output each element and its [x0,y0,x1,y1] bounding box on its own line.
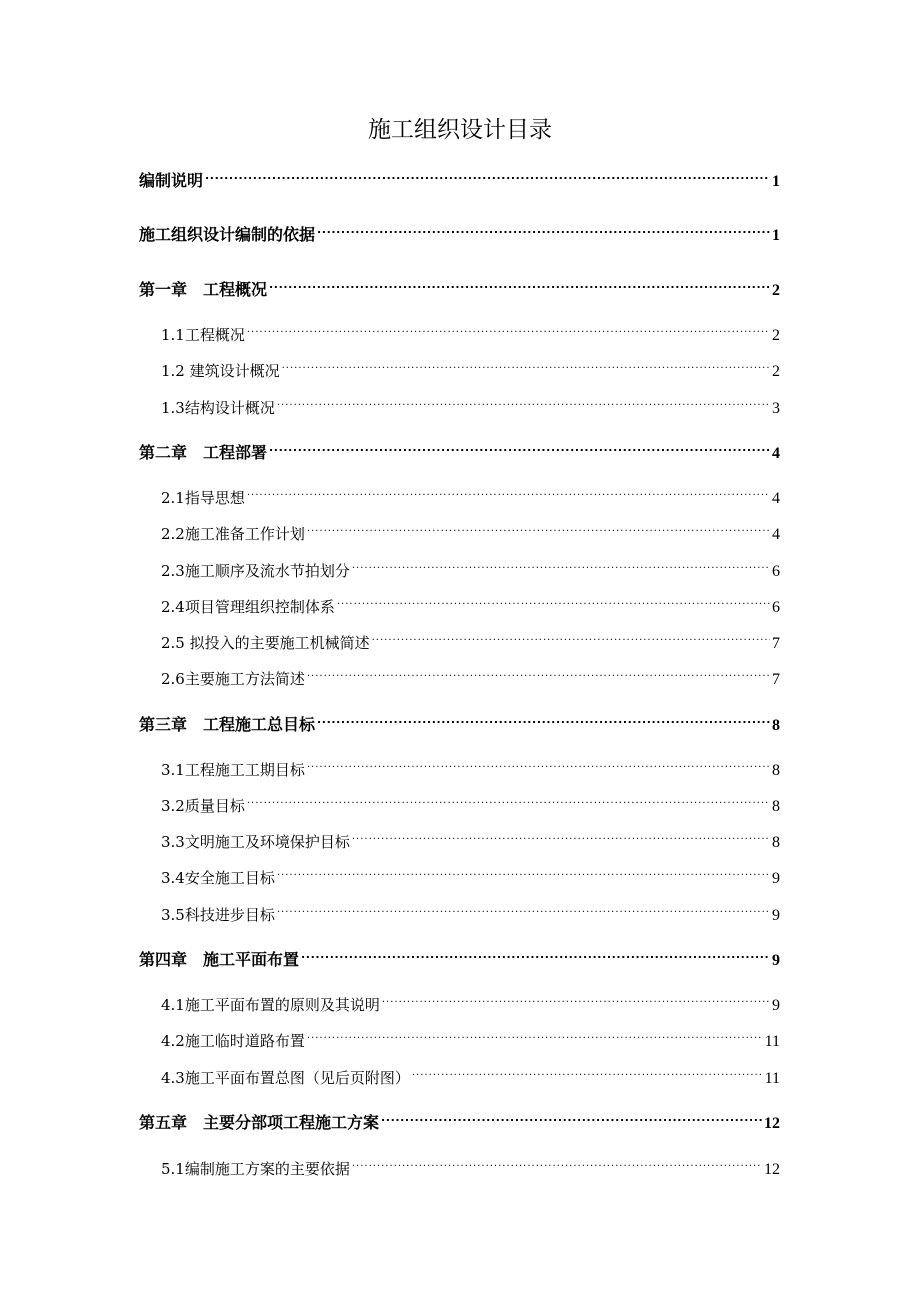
toc-entry-label: 4.1施工平面布置的原则及其说明 [161,996,380,1014]
toc-dot-leader [352,1150,762,1174]
toc-page-number: 8 [772,762,780,779]
toc-dot-leader [269,271,770,295]
toc-entry[interactable] [161,1059,780,1087]
toc-dot-leader [205,162,770,186]
toc-entry-label: 2.4项目管理组织控制体系 [161,598,335,616]
toc-entry[interactable] [139,434,780,462]
toc-page-number: 4 [772,490,780,507]
toc-dot-leader [307,751,770,775]
toc-entry-label: 2.1指导思想 [161,489,245,507]
toc-entry-label: 3.4安全施工目标 [161,869,275,887]
toc-entry[interactable] [161,660,780,688]
toc-page-number: 11 [764,1070,780,1087]
toc-page-number: 2 [772,363,780,380]
toc-page-number: 9 [772,997,780,1014]
toc-entry-label: 3.5科技进步目标 [161,906,275,924]
toc-entry-label: 1.3结构设计概况 [161,399,275,417]
toc-entry-label: 3.1工程施工工期目标 [161,761,305,779]
toc-entry-label: 2.6主要施工方法简述 [161,670,305,688]
toc-entry-label: 第四章 施工平面布置 [139,950,300,969]
toc-entry-label: 1.2 建筑设计概况 [161,362,280,380]
toc-entry[interactable] [161,588,780,616]
toc-dot-leader [412,1059,763,1083]
toc-entry-label: 2.3施工顺序及流水节拍划分 [161,562,350,580]
toc-page-number: 9 [772,907,780,924]
toc-entry[interactable] [139,271,780,299]
toc-entry-label: 第三章 工程施工总目标 [139,715,316,734]
toc-dot-leader [317,706,770,730]
toc-dot-leader [277,896,770,920]
toc-page-number: 4 [772,445,780,462]
toc-dot-leader [282,352,770,376]
toc-dot-leader [307,1022,763,1046]
toc-entry[interactable] [161,552,780,580]
toc-page-number: 12 [764,1115,780,1132]
toc-page-number: 8 [772,834,780,851]
toc-dot-leader [247,316,770,340]
toc-entry[interactable] [161,787,780,815]
toc-dot-leader [352,552,770,576]
toc-entry[interactable] [139,1104,780,1132]
toc-dot-leader [277,859,770,883]
toc-entry-label: 第五章 主要分部项工程施工方案 [139,1113,380,1132]
toc-page-number: 3 [772,400,780,417]
toc-dot-leader [337,588,770,612]
toc-entry[interactable] [139,706,780,734]
toc-entry[interactable] [139,162,780,190]
toc-page-number: 8 [772,717,780,734]
toc-page-number: 9 [772,952,780,969]
toc-entry[interactable] [139,216,780,244]
toc-dot-leader [269,434,770,458]
toc-entry[interactable] [161,896,780,924]
toc-page-number: 7 [772,635,780,652]
toc-dot-leader [382,986,770,1010]
toc-entry-label: 编制说明 [139,171,204,190]
toc-page-number: 7 [772,671,780,688]
toc-entry[interactable] [161,823,780,851]
toc-page-number: 4 [772,526,780,543]
toc-entry[interactable] [161,515,780,543]
toc-page-number: 1 [772,173,780,190]
toc-entry-label: 5.1编制施工方案的主要依据 [161,1160,350,1178]
toc-entry[interactable] [161,859,780,887]
toc-page-number: 6 [772,563,780,580]
toc-entry-label: 4.2施工临时道路布置 [161,1032,305,1050]
toc-dot-leader [317,216,770,240]
toc-entry[interactable] [161,751,780,779]
toc-dot-leader [372,624,770,648]
toc-dot-leader [352,823,770,847]
toc-entry[interactable] [139,941,780,969]
toc-dot-leader [301,941,770,965]
toc-page-number: 2 [772,327,780,344]
toc-dot-leader [247,787,770,811]
toc-dot-leader [307,660,770,684]
toc-entry[interactable] [161,986,780,1014]
toc-entry[interactable] [161,316,780,344]
toc-entry-label: 4.3施工平面布置总图（见后页附图） [161,1069,410,1087]
toc-entry-label: 3.3文明施工及环境保护目标 [161,833,350,851]
toc-entry[interactable] [161,352,780,380]
toc-entry[interactable] [161,624,780,652]
toc-page-number: 8 [772,798,780,815]
toc-entry-label: 1.1工程概况 [161,326,245,344]
toc-page-number: 1 [772,227,780,244]
toc-entry[interactable] [161,479,780,507]
toc-entry[interactable] [161,1022,780,1050]
toc-dot-leader [307,515,770,539]
toc-page-number: 12 [764,1161,780,1178]
toc-entry-label: 第二章 工程部署 [139,443,268,462]
toc-entry[interactable] [161,389,780,417]
toc-page-number: 11 [764,1033,780,1050]
toc-entry-label: 第一章 工程概况 [139,280,268,299]
toc-page-number: 6 [772,599,780,616]
page-title: 施工组织设计目录 [368,117,552,143]
toc-entry-label: 施工组织设计编制的依据 [139,225,316,244]
toc-entry[interactable] [161,1150,780,1178]
toc-entry-label: 2.5 拟投入的主要施工机械简述 [161,634,370,652]
toc-page-number: 2 [772,282,780,299]
toc-dot-leader [277,389,770,413]
toc-entry-label: 2.2施工准备工作计划 [161,525,305,543]
toc-dot-leader [381,1104,762,1128]
toc-entry-label: 3.2质量目标 [161,797,245,815]
toc-dot-leader [247,479,770,503]
toc-page-number: 9 [772,870,780,887]
